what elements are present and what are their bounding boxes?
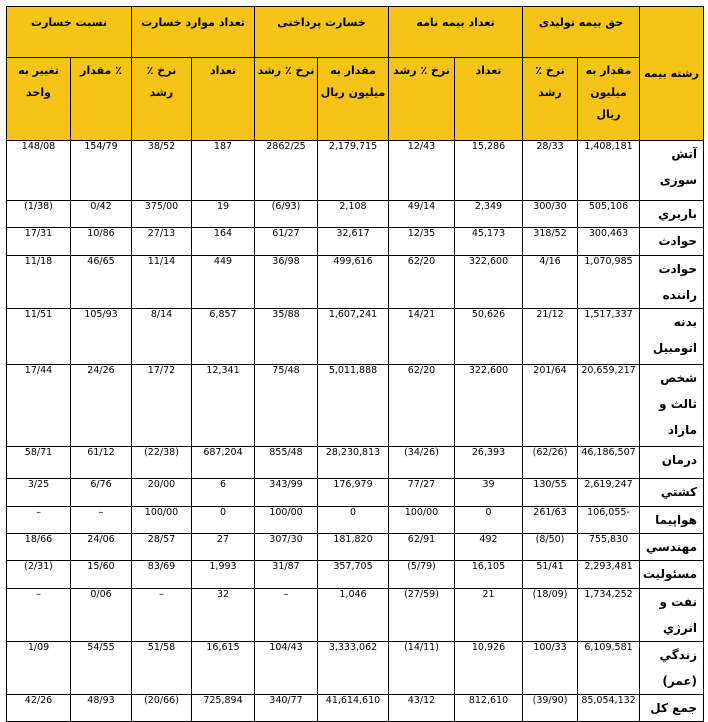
table-cell: (34/26) [389, 447, 455, 479]
table-cell: 12/35 [389, 228, 455, 256]
table-row [7, 534, 704, 561]
table-cell: 357,705 [318, 561, 389, 589]
subheader-loss-ratio-change: تغییر به واحد [7, 58, 71, 141]
table-cell: 201/64 [523, 365, 578, 447]
table-cell: 24/06 [71, 534, 132, 561]
table-cell: 0 [318, 507, 389, 534]
table-cell: (18/09) [523, 589, 578, 642]
table-cell: 8/14 [132, 309, 192, 365]
table-cell: 0/42 [71, 201, 132, 228]
subheader-loss-ratio-percent: ٪ مقدار [71, 58, 132, 141]
table-cell: 6 [192, 479, 255, 507]
table-cell: 85,054,132 [578, 695, 640, 722]
table-cell: (14/11) [389, 642, 455, 695]
table-row [7, 589, 704, 642]
table-cell: (27/59) [389, 589, 455, 642]
table-cell: 17/31 [7, 228, 71, 256]
row-name: مهندسي [640, 534, 704, 561]
subheader-claims-growth: نرخ ٪ رشد [255, 58, 318, 141]
table-cell: 322,600 [455, 256, 523, 309]
table-cell: 100/00 [255, 507, 318, 534]
table-cell: 3/25 [7, 479, 71, 507]
table-header [7, 7, 704, 141]
table-cell: 11/18 [7, 256, 71, 309]
subheader-claims-count-growth: نرخ ٪ رشد [132, 58, 192, 141]
table-cell: (2/31) [7, 561, 71, 589]
subheader-policy-count: تعداد [455, 58, 523, 141]
row-name: باربري [640, 201, 704, 228]
table-cell: 62/91 [389, 534, 455, 561]
table-cell: 499,616 [318, 256, 389, 309]
table-cell: – [7, 589, 71, 642]
table-cell: 17/72 [132, 365, 192, 447]
row-name: حوادث [640, 228, 704, 256]
table-row [7, 642, 704, 695]
table-cell: 725,894 [192, 695, 255, 722]
header-premium: حق بیمه تولیدی [523, 7, 640, 58]
table-cell: 343/99 [255, 479, 318, 507]
table-cell: 1,993 [192, 561, 255, 589]
header-loss-ratio: نسبت خسارت [7, 7, 132, 58]
table-cell: 20/00 [132, 479, 192, 507]
table-cell: 0 [455, 507, 523, 534]
table-row [7, 479, 704, 507]
table-cell: (62/26) [523, 447, 578, 479]
table-cell: 755,830 [578, 534, 640, 561]
table-row [7, 201, 704, 228]
row-name: نفت و انرژي [640, 589, 704, 642]
table-cell: 1,734,252 [578, 589, 640, 642]
table-row [7, 447, 704, 479]
table-cell: 340/77 [255, 695, 318, 722]
row-name: زندگي (عمر) [640, 642, 704, 695]
table-cell: 20,659,217 [578, 365, 640, 447]
subheader-claims-amount: مقدار به میلیون ریال [318, 58, 389, 141]
table-cell: 105/93 [71, 309, 132, 365]
row-name: مسئولیت [640, 561, 704, 589]
table-cell: 148/08 [7, 141, 71, 201]
table-cell: 11/51 [7, 309, 71, 365]
table-cell: (1/38) [7, 201, 71, 228]
table-cell: 18/66 [7, 534, 71, 561]
table-cell: 375/00 [132, 201, 192, 228]
row-name: جمع کل [640, 695, 704, 722]
table-cell: 10/86 [71, 228, 132, 256]
table-cell: 154/79 [71, 141, 132, 201]
table-cell: 49/14 [389, 201, 455, 228]
table-cell: 62/20 [389, 365, 455, 447]
header-policy-count: تعداد بیمه نامه [389, 7, 523, 58]
table-cell: 176,979 [318, 479, 389, 507]
row-name: هواپیما [640, 507, 704, 534]
table-cell: 32 [192, 589, 255, 642]
subheader-premium-growth: نرخ ٪ رشد [523, 58, 578, 141]
table-cell: 0 [192, 507, 255, 534]
table-cell: 27 [192, 534, 255, 561]
table-cell: 492 [455, 534, 523, 561]
table-cell: 51/41 [523, 561, 578, 589]
table-cell: – [7, 507, 71, 534]
table-cell: 17/44 [7, 365, 71, 447]
table-cell: 48/93 [71, 695, 132, 722]
table-cell: 2,619,247 [578, 479, 640, 507]
table-cell: 61/12 [71, 447, 132, 479]
row-name: درمان [640, 447, 704, 479]
table-cell: 1,046 [318, 589, 389, 642]
table-cell: 24/26 [71, 365, 132, 447]
table-cell: 50,626 [455, 309, 523, 365]
table-cell: 6,857 [192, 309, 255, 365]
table-cell: (8/50) [523, 534, 578, 561]
header-claims-paid: خسارت پرداختی [255, 7, 389, 58]
table-cell: 15,286 [455, 141, 523, 201]
table-cell: 104/43 [255, 642, 318, 695]
table-row [7, 256, 704, 309]
table-cell: 14/21 [389, 309, 455, 365]
row-name: شخص ثالث و مازاد [640, 365, 704, 447]
table-cell: 38/52 [132, 141, 192, 201]
table-cell: 43/12 [389, 695, 455, 722]
table-cell: – [132, 589, 192, 642]
table-cell: 77/27 [389, 479, 455, 507]
table-cell: 54/55 [71, 642, 132, 695]
header-claims-count: تعداد موارد خسارت [132, 7, 255, 58]
table-cell: 1,408,181 [578, 141, 640, 201]
table-cell: 187 [192, 141, 255, 201]
table-cell: 6/76 [71, 479, 132, 507]
subheader-policy-growth: نرخ ٪ رشد [389, 58, 455, 141]
table-cell: 4/16 [523, 256, 578, 309]
insurance-statistics-table [6, 6, 704, 722]
table-cell: 83/69 [132, 561, 192, 589]
table-cell: 812,610 [455, 695, 523, 722]
table-cell: 100/00 [389, 507, 455, 534]
table-cell: 855/48 [255, 447, 318, 479]
table-cell: 6,109,581 [578, 642, 640, 695]
table-cell: (20/66) [132, 695, 192, 722]
row-name: آتش سوزی [640, 141, 704, 201]
table-cell: (22/38) [132, 447, 192, 479]
table-cell: (39/90) [523, 695, 578, 722]
table-cell: 45,173 [455, 228, 523, 256]
table-cell: 261/63 [523, 507, 578, 534]
table-row [7, 695, 704, 722]
table-cell: 130/55 [523, 479, 578, 507]
table-cell: 61/27 [255, 228, 318, 256]
table-cell: 0/06 [71, 589, 132, 642]
table-cell: 32,617 [318, 228, 389, 256]
table-cell: – [255, 589, 318, 642]
table-cell: 42/26 [7, 695, 71, 722]
table-cell: 100/00 [132, 507, 192, 534]
table-cell: 12/43 [389, 141, 455, 201]
table-cell: 27/13 [132, 228, 192, 256]
table-cell: 1,607,241 [318, 309, 389, 365]
table-cell: 15/60 [71, 561, 132, 589]
table-cell: 318/52 [523, 228, 578, 256]
table-cell: 26,393 [455, 447, 523, 479]
table-cell: 1,070,985 [578, 256, 640, 309]
table-cell: 2,108 [318, 201, 389, 228]
table-cell: 16,615 [192, 642, 255, 695]
table-cell: (5/79) [389, 561, 455, 589]
table-cell: 2,179,715 [318, 141, 389, 201]
table-cell: 46,186,507 [578, 447, 640, 479]
table-cell: 28/33 [523, 141, 578, 201]
table-cell: 12,341 [192, 365, 255, 447]
table-cell: 46/65 [71, 256, 132, 309]
table-cell: 36/98 [255, 256, 318, 309]
table-cell: 449 [192, 256, 255, 309]
table-cell: 2,349 [455, 201, 523, 228]
table-cell: 21 [455, 589, 523, 642]
table-cell: 62/20 [389, 256, 455, 309]
table-body [7, 141, 704, 722]
table-cell: 75/48 [255, 365, 318, 447]
table-cell: 21/12 [523, 309, 578, 365]
table-cell: 10,926 [455, 642, 523, 695]
table-cell: 58/71 [7, 447, 71, 479]
table-cell: 300,463 [578, 228, 640, 256]
table-cell: 1/09 [7, 642, 71, 695]
table-row [7, 228, 704, 256]
table-cell: 687,204 [192, 447, 255, 479]
table-cell: (6/93) [255, 201, 318, 228]
row-name: بدنه اتومبیل [640, 309, 704, 365]
table-cell: 300/30 [523, 201, 578, 228]
table-cell: 16,105 [455, 561, 523, 589]
table-cell: 28/57 [132, 534, 192, 561]
table-cell: 5,011,888 [318, 365, 389, 447]
table-cell: 322,600 [455, 365, 523, 447]
table-cell: 181,820 [318, 534, 389, 561]
table-cell: 11/14 [132, 256, 192, 309]
table-row [7, 141, 704, 201]
table-cell: -106,055 [578, 507, 640, 534]
table-cell: 19 [192, 201, 255, 228]
table-cell: 39 [455, 479, 523, 507]
table-cell: 51/58 [132, 642, 192, 695]
table-cell: 3,333,062 [318, 642, 389, 695]
table-cell: 307/30 [255, 534, 318, 561]
table-row [7, 507, 704, 534]
table-cell: 2,293,481 [578, 561, 640, 589]
table-cell: 41,614,610 [318, 695, 389, 722]
header-row-label: رشته بيمه [640, 7, 704, 141]
row-name: حوادث راننده [640, 256, 704, 309]
table-cell: 28,230,813 [318, 447, 389, 479]
subheader-claims-count: تعداد [192, 58, 255, 141]
table-cell: 164 [192, 228, 255, 256]
row-name: کشتي [640, 479, 704, 507]
table-cell: – [71, 507, 132, 534]
table-cell: 505,106 [578, 201, 640, 228]
table-row [7, 309, 704, 365]
subheader-premium-amount: مقدار به میلیون ریال [578, 58, 640, 141]
table-row [7, 561, 704, 589]
table-cell: 2862/25 [255, 141, 318, 201]
table-cell: 35/88 [255, 309, 318, 365]
table-row [7, 365, 704, 447]
table-cell: 100/33 [523, 642, 578, 695]
table-cell: 31/87 [255, 561, 318, 589]
table-cell: 1,517,337 [578, 309, 640, 365]
